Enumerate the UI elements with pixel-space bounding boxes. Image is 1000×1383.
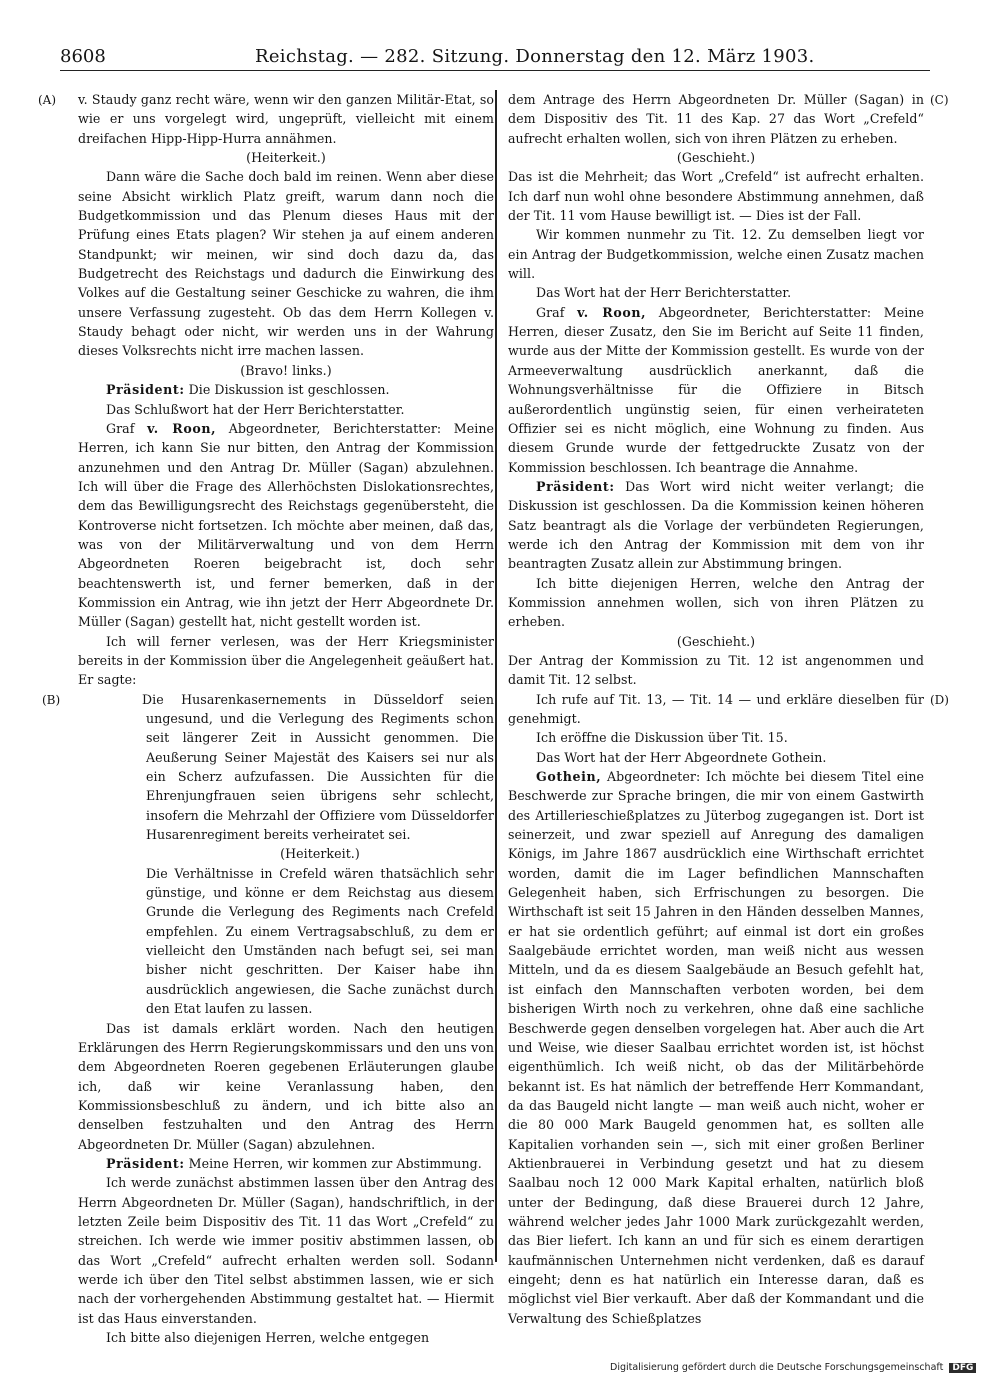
interjection: (Geschieht.) bbox=[676, 633, 756, 649]
right-column bbox=[508, 90, 924, 1328]
margin-marker-c: (C) bbox=[930, 93, 949, 107]
paragraph: v. Staudy ganz recht wäre, wenn wir den ganzen Militär-Etat, so wie er uns vorgelegt wird, ungeprüft, vielleicht mit einem dreifachen Hipp-Hipp-Hurra annähmen. bbox=[78, 92, 494, 146]
funding-footer bbox=[610, 1362, 976, 1373]
paragraph: dem Antrage des Herrn Abgeordneten Dr. Müller (Sagan) in dem Dispositiv des Tit. 11 des Kap. 27 das Wort „Crefeld“ aufrecht erhalten wollen, sich von ihren Plätzen zu erheben. bbox=[508, 92, 924, 146]
interjection: (Heiterkeit.) bbox=[246, 150, 326, 166]
paragraph: Das Wort hat der Herr Abgeordnete Gothein. bbox=[536, 749, 827, 765]
footer-text: Digitalisierung gefördert durch die Deutsche Forschungsgemeinschaft bbox=[610, 1362, 944, 1373]
margin-marker-d: (D) bbox=[930, 693, 949, 707]
speech-text: Abgeordneter, Berichterstatter: Meine Herren, dieser Zusatz, den Sie im Bericht auf Seite 11 finden, wurde aus der Mitte der Kommission gestellt. Es wurde von der Armeeverwaltung ausdrücklich anerkannt, daß die Wohnungsverhältnisse für die Offiziere in Bitsch außerordentlich ungünstig seien, für einen verheirateten Offizier sei es nicht möglich, eine Wohnung zu finden. Aus diesem Grunde wurde der fettgedruckte Zusatz von der Kommission beschlossen. Ich beantrage die Annahme. bbox=[508, 304, 924, 475]
paragraph: Ich bitte diejenigen Herren, welche den Antrag der Kommission annehmen wollen, sich von ihren Plätzen zu erheben. bbox=[508, 575, 924, 630]
interjection: (Geschieht.) bbox=[676, 150, 756, 166]
paragraph: Ich rufe auf Tit. 13, — Tit. 14 — und erkläre dieselben für genehmigt. bbox=[508, 691, 924, 726]
paragraph: Das ist damals erklärt worden. Nach den heutigen Erklärungen des Herrn Regierungskommissars und den uns von dem Abgeordneten Roeren gegebenen Erläuterungen glaube ich, daß wir keine Veranlassung haben, den Kommissionsbeschluß zu ändern, und ich bitte also an denselben festzuhalten und den Antrag des Herrn Abgeordneten Dr. Müller (Sagan) abzulehnen. bbox=[78, 1020, 494, 1152]
paragraph: Das Wort hat der Herr Berichterstatter. bbox=[536, 285, 792, 301]
quotation: Die Husarenkasernements in Düsseldorf seien ungesund, und die Verlegung des Regiments schon seit längerer Zeit in Aussicht genommen. Die Aeußerung Seiner Majestät des Kaisers sei nur als ein Scherz aufzufassen. Die Aussichten für die Ehrenjungfrauen seien übrigens sehr schlecht, insofern die Mehrzahl der Offiziere vom Düsseldorfer Husarenregiment bereits verheiratet sei. bbox=[142, 691, 494, 843]
speech-text: Die Diskussion ist geschlossen. bbox=[184, 382, 390, 398]
speaker-name: Gothein, bbox=[536, 769, 602, 785]
speaker-title: Graf bbox=[106, 420, 148, 436]
margin-marker-a: (A) bbox=[38, 93, 57, 107]
speaker-name: Präsident: bbox=[536, 478, 615, 494]
paragraph bbox=[508, 477, 924, 574]
paragraph: Ich eröffne die Diskussion über Tit. 15. bbox=[536, 730, 788, 746]
speaker-name: v. Roon, bbox=[577, 304, 647, 320]
paragraph: Ich bitte also diejenigen Herren, welche entgegen bbox=[106, 1330, 430, 1345]
page-title: Reichstag. — 282. Sitzung. Donnerstag den 12. März 1903. bbox=[255, 46, 815, 67]
paragraph bbox=[78, 380, 494, 399]
speaker-name: Präsident: bbox=[106, 382, 185, 398]
left-column bbox=[78, 90, 494, 1347]
column-divider bbox=[495, 90, 497, 1262]
paragraph: Das Schlußwort hat der Herr Berichterstatter. bbox=[106, 401, 405, 417]
speech-text: Abgeordneter, Berichterstatter: Meine Herren, ich kann Sie nur bitten, den Antrag der Kommission anzunehmen und den Antrag Dr. Müller (Sagan) abzulehnen. Ich will über die Frage des Allerhöchsten Dislokationsrechtes, dem das Bewilligungsrecht des Reichstags gegenübersteht, die Kontroverse nicht fortsetzen. Ich möchte aber meinen, daß das, was von der Militärverwaltung und von dem Herrn Abgeordneten Roeren beigebracht ist, doch sehr beachtenswerth ist, und ferner bemerken, daß in der Kommission ein Antrag, wie ihn jetzt der Herr Abgeordnete Dr. Müller (Sagan) gestellt hat, nicht gestellt worden ist. bbox=[78, 420, 494, 630]
speech-text: Meine Herren, wir kommen zur Abstimmung. bbox=[184, 1155, 482, 1171]
paragraph: Ich will ferner verlesen, was der Herr Kriegsminister bereits in der Kommission über die Angelegenheit geäußert hat. Er sagte: bbox=[78, 633, 494, 688]
dfg-logo-icon: DFG bbox=[949, 1363, 976, 1373]
speaker-title: Graf bbox=[536, 304, 578, 320]
header-rule bbox=[60, 70, 930, 71]
paragraph bbox=[508, 303, 924, 477]
speaker-name: Präsident: bbox=[106, 1155, 185, 1171]
speech-text: Abgeordneter: Ich möchte bei diesem Titel eine Beschwerde zur Sprache bringen, die mir von einem Gastwirth des Artillerieschießplatzes zu Jüterbog zugegangen ist. Dort ist seinerzeit, und zwar speziell auf Anregung des damaligen Königs, im Jahre 1867 ausdrücklich eine Wirthschaft errichtet worden, damit die im Lager befindlichen Mannschaften Gelegenheit haben, sich Erfrischungen zu besorgen. Die Wirthschaft ist seit 15 Jahren in den Händen desselben Mannes, er hat sie ordentlich geführt; auf einmal ist dort ein großes Saalgebäude errichtet worden, man weiß nicht aus wessen Mitteln, und da es diesem Saalgebäude an Besuch gefehlt hat, ist einfach den Mannschaften verboten worden, bei dem bisherigen Wirth noch zu verkehren, ohne daß eine sachliche Beschwerde gegen denselben vorgelegen hat. Aber auch die Art und Weise, wie dieser Saalbau errichtet worden ist, ist höchst eigenthümlich. Ich weiß nicht, ob das der Militärbehörde bekannt ist. Es hat nämlich der betreffende Herr Kommandant, da das Baugeld nicht langte — man weiß auch nicht, woher er die 80 000 Mark Baugeld genommen hat, es sollten alle Kapitalien vorhanden sein —, sich mit einer großen Berliner Aktienbrauerei in Verbindung gesetzt und hat zu diesem Saalbau noch 12 000 Mark Kapital erhalten, natürlich bloß unter der Bedingung, daß diese Brauerei durch 12 Jahre, während welcher jedes Jahr 1000 Mark zurückgezahlt werden, das Bier liefert. Ich kann an und für sich es einem derartigen kaufmännischen Unternehmen nicht verdenken, daß es darauf eingeht; denn es hat natürlich ein Interesse daran, daß es möglichst viel Bier verkauft. Aber daß der Kommandant und die Verwaltung des Schießplatzes bbox=[508, 769, 924, 1326]
speech-text: Das Wort wird nicht weiter verlangt; die Diskussion ist geschlossen. Da die Kommission keinen höheren Satz beantragt als die Vorlage der verbündeten Regierungen, werde ich den Antrag der Kommission mit dem von ihr beantragten Zusatz allein zur Abstimmung bringen. bbox=[508, 478, 924, 572]
interjection: (Bravo! links.) bbox=[240, 362, 332, 378]
paragraph bbox=[78, 419, 494, 632]
quotation: Die Verhältnisse in Crefeld wären thatsächlich sehr günstige, und könne er dem Reichstag aus diesem Grunde die Verlegung des Regiments nach Crefeld empfehlen. Zu einem Vertragsabschluß, zu dem er vielleicht den Umständen nach befugt sei, sei man bisher nicht geschritten. Der Kaiser habe ihn ausdrücklich angewiesen, die Sache zunächst durch den Etat laufen zu lassen. bbox=[146, 865, 494, 1017]
interjection: (Heiterkeit.) bbox=[280, 846, 360, 862]
page-number: 8608 bbox=[60, 46, 106, 67]
paragraph: Das ist die Mehrheit; das Wort „Crefeld“ ist aufrecht erhalten. Ich darf nun wohl ohne besondere Abstimmung annehmen, daß der Tit. 11 vom Hause bewilligt ist. — Dies ist der Fall. bbox=[508, 169, 924, 224]
margin-marker-b: (B) bbox=[42, 693, 61, 707]
paragraph bbox=[508, 767, 924, 1328]
paragraph bbox=[78, 1154, 494, 1173]
page-header bbox=[60, 42, 930, 72]
paragraph: Der Antrag der Kommission zu Tit. 12 ist angenommen und damit Tit. 12 selbst. bbox=[508, 652, 924, 688]
paragraph: Wir kommen nunmehr zu Tit. 12. Zu demselben liegt vor ein Antrag der Budgetkommission, welche einen Zusatz machen will. bbox=[508, 227, 924, 282]
paragraph: Ich werde zunächst abstimmen lassen über den Antrag des Herrn Abgeordneten Dr. Müller (Sagan), handschriftlich, in der letzten Zeile beim Dispositiv des Tit. 11 das Wort „Crefeld“ zu streichen. Ich werde wie immer positiv abstimmen lassen, ob das Wort „Crefeld“ aufrecht erhalten werden soll. Sodann werde ich über den Titel selbst abstimmen lassen, wie er sich nach der vorhergehenden Abstimmung gestaltet hat. — Hiermit ist das Haus einverstanden. bbox=[78, 1175, 494, 1326]
speaker-name: v. Roon, bbox=[147, 420, 217, 436]
paragraph: Dann wäre die Sache doch bald im reinen. Wenn aber diese seine Absicht wirklich Platz greift, warum dann noch die Budgetkommission und das Plenum dieses Haus mit der Prüfung eines Etats plagen? Wir stehen ja auf einem anderen Standpunkt; wir meinen, wir sind doch dazu da, das Budgetrecht des Reichstags und dadurch die Einwirkung des Volkes auf die Gestaltung seiner Geschicke zu wahren, die ihm unsere Verfassung zugesteht. Ob das dem Herrn Kollegen v. Staudy behagt oder nicht, wir werden uns in der Wahrung dieses Volksrechts nicht irre machen lassen. bbox=[78, 169, 494, 359]
